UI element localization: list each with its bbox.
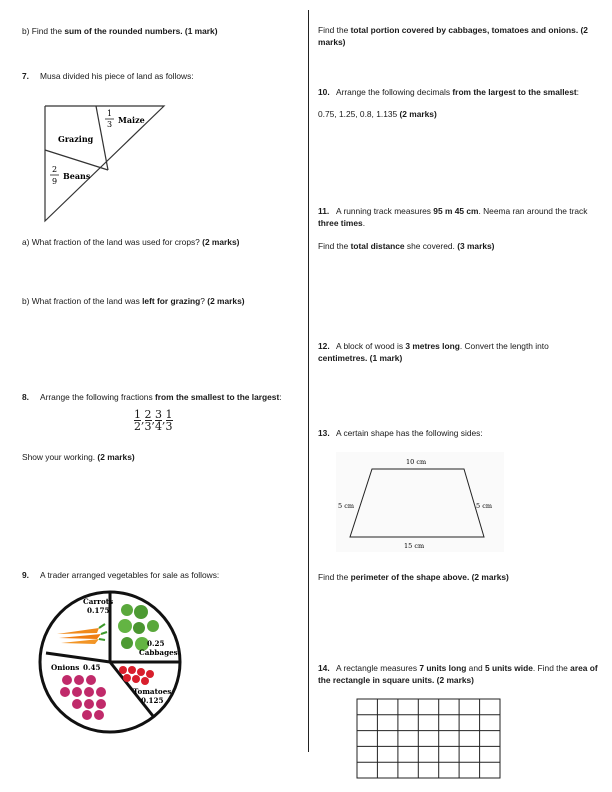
cabbages-value: 0.25	[147, 639, 165, 648]
trapezium-top-label: 10 cm	[406, 458, 427, 466]
fraction-3: $\frac{3}{4}$	[155, 408, 162, 433]
question-8-working: Show your working. (2 marks)	[22, 452, 135, 462]
maize-label: Maize	[118, 115, 145, 125]
question-6b: b) Find the sum of the rounded numbers. (1 mark)	[22, 26, 218, 36]
column-divider	[308, 10, 309, 752]
question-11-find: Find the total distance she covered. (3 marks)	[318, 241, 495, 251]
tomatoes-value: 0.125	[141, 696, 164, 705]
beans-label: Beans	[63, 171, 91, 181]
fraction-1: $\frac{1}{2}$	[134, 408, 141, 433]
question-9: 9. A trader arranged vegetables for sale as follows:	[22, 570, 220, 580]
cabbages-label: Cabbages	[139, 648, 178, 657]
beans-fraction-den: 9	[52, 177, 58, 186]
carrots-label: Carrots	[83, 597, 114, 606]
trapezium-bottom-label: 15 cm	[404, 542, 425, 550]
maize-fraction-num: 1	[107, 109, 113, 118]
question-10-values: 0.75, 1.25, 0.8, 1.135 (2 marks)	[318, 109, 437, 119]
question-10: 10. Arrange the following decimals from the largest to the smallest:	[318, 87, 579, 97]
onions-label: Onions	[51, 663, 80, 672]
question-7b: b) What fraction of the land was left for grazing? (2 marks)	[22, 296, 245, 306]
question-13-find: Find the perimeter of the shape above. (2 marks)	[318, 572, 509, 582]
question-11: 11. A running track measures 95 m 45 cm. Neema ran around the track three times.	[318, 206, 588, 228]
question-14: 14. A rectangle measures 7 units long and 5 units wide. Find the area of the rectangle in square units. (2 marks)	[318, 663, 598, 685]
trapezium-left-label: 5 cm	[338, 502, 355, 510]
land-diagram	[38, 100, 168, 224]
maize-fraction-den: 3	[107, 120, 113, 129]
question-12: 12. A block of wood is 3 metres long. Convert the length into centimetres. (1 mark)	[318, 341, 549, 363]
question-13: 13. A certain shape has the following sides:	[318, 428, 483, 438]
question-8: 8. Arrange the following fractions from the smallest to the largest:	[22, 392, 282, 402]
tomatoes-label: Tomatoes	[133, 687, 172, 696]
carrots-value: 0.175	[87, 606, 110, 615]
vegetable-pie-chart	[37, 588, 183, 736]
question-7: 7. Musa divided his piece of land as follows:	[22, 71, 194, 81]
beans-fraction-num: 2	[52, 165, 58, 174]
trapezium-right-label: 5 cm	[476, 502, 493, 510]
trapezium-diagram	[336, 452, 504, 552]
question-7a: a) What fraction of the land was used for crops? (2 marks)	[22, 237, 240, 247]
onions-value: 0.45	[83, 663, 101, 672]
question-9b: Find the total portion covered by cabbages, tomatoes and onions. (2 marks)	[318, 25, 588, 47]
fraction-2: $\frac{2}{3}$	[144, 408, 152, 433]
fractions-list: $\frac{1}{2}$ , $\frac{2}{3}$ , $\frac{3}{4}$ , $\frac{1}{3}$	[134, 408, 173, 433]
fraction-4: $\frac{1}{3}$	[165, 408, 173, 433]
grazing-label: Grazing	[58, 134, 94, 144]
square-grid	[356, 698, 502, 780]
